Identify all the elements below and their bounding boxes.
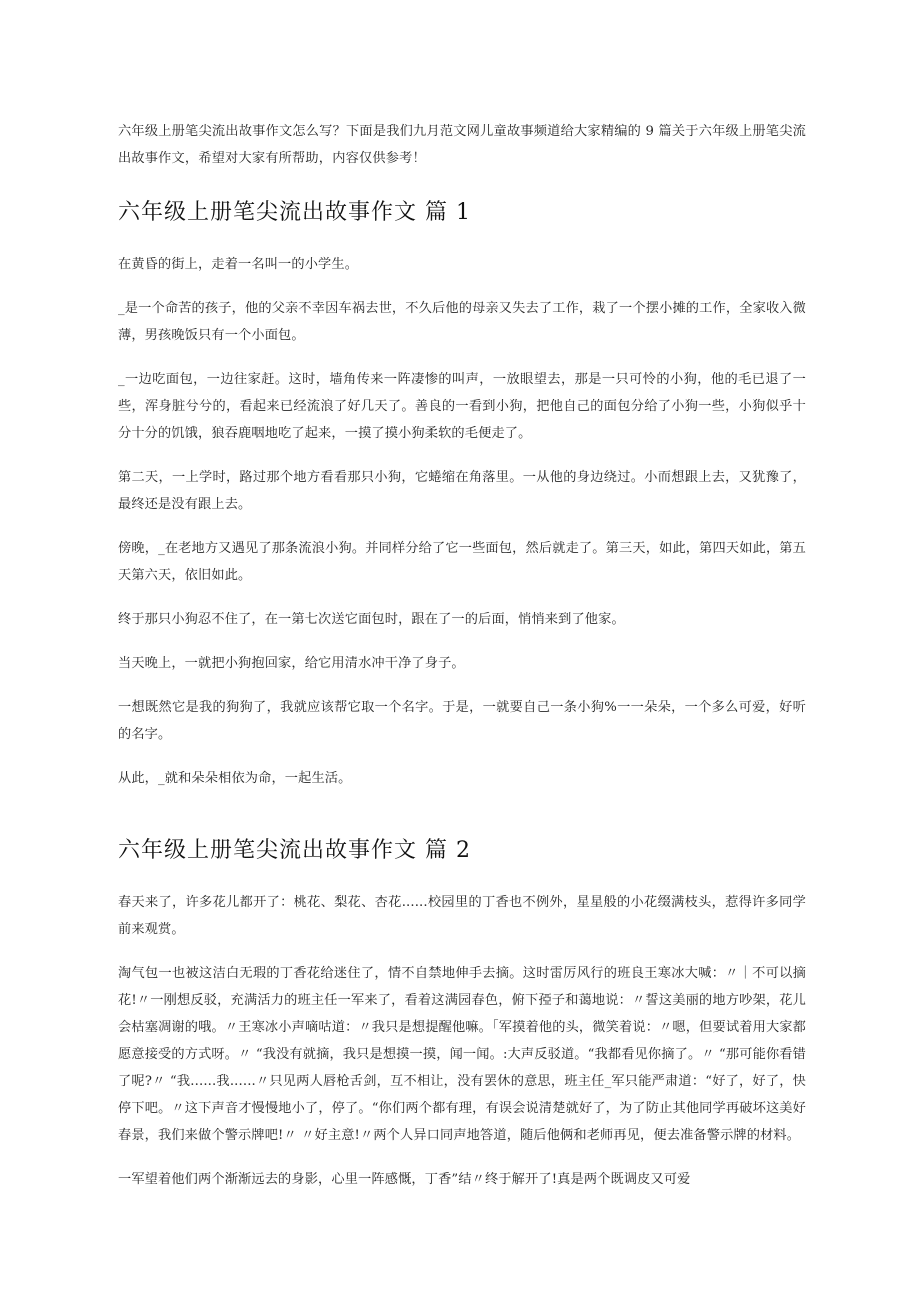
section-1-paragraph-9: 从此，_就和朵朵相依为命，一起生活。 [118, 771, 352, 786]
section-1-paragraph-7: 当天晚上，一就把小狗抱回家，给它用清水冲干净了身子。 [118, 656, 465, 671]
section-1-paragraph-8: 一想既然它是我的狗狗了，我就应该帮它取一个名字。于是，一就要自己一条小狗%一一朵朵，一个多么可爱，好听的名字。 [118, 700, 806, 742]
section-2-paragraph-3: 一军望着他们两个渐渐远去的身影，心里一阵感慨，丁香”结〃终于解开了!真是两个既调皮又可爱 [118, 1172, 691, 1187]
section-1-paragraph-5: 傍晚，_在老地方又遇见了那条流浪小狗。并同样分给了它一些面包，然后就走了。第三天，如此，第四天如此，第五天第六天，依旧如此。 [118, 541, 806, 583]
section-1-paragraph-6: 终于那只小狗忍不住了，在一第七次送它面包时，跟在了一的后面，悄悄来到了他家。 [118, 612, 625, 627]
section-heading-1: 六年级上册笔尖流出故事作文 篇 1 [118, 200, 471, 225]
section-1-paragraph-3: _一边吃面包，一边往家赶。这时，墙角传来一阵凄惨的叫声，一放眼望去，那是一只可怜的小狗，他的毛已退了一些，浑身脏兮兮的，看起来已经流浪了好几天了。善良的一看到小狗，把他自己的面包分给了小狗一些，小狗似乎十分十分的饥饿，狼吞鹿咽地吃了起来，一摸了摸小狗柔软的毛便走了。 [118, 372, 806, 441]
section-heading-2: 六年级上册笔尖流出故事作文 篇 2 [118, 838, 471, 863]
section-2-paragraph-1: 春天来了，许多花儿都开了：桃花、梨花、杏花......校园里的丁香也不例外，星星般的小花缀满枝头，惹得许多同学前来观赏。 [118, 895, 806, 937]
section-1-paragraph-4: 第二天，一上学时，路过那个地方看看那只小狗，它蜷缩在角落里。一从他的身边绕过。小而想跟上去，又犹豫了，最终还是没有跟上去。 [118, 470, 806, 512]
section-2-paragraph-2: 淘气包一也被这洁白无瑕的丁香花给迷住了，情不自禁地伸手去摘。这时雷厉风行的班良王寒冰大喊：〃｜不可以摘花!〃一刚想反驳，充满活力的班主任一军来了，看着这满园春色，俯下孲子和蔼地说：〃誓这美丽的地方吵架，花儿会枯塞凋谢的哦。〃王寒冰小声嘀咕道：〃我只是想提醒他嘛。「军摸着他的头，微笑着说：〃嗯，但要试着用大家都愿意接受的方式呀。〃 “我没有就摘，我只是想摸一摸，闻一闻。:大声反驳道。“我都看见你摘了。〃 “那可能你看错了呢?〃 “我......我......〃只见两人唇枪舌剑，互不相让，没有罢休的意思，班主任_军只能严肃道：“好了，好了，快停下吧。〃这下声音才慢慢地小了，停了。“你们两个都有理，有误会说清楚就好了，为了防止其他同学再破坏这美好春景，我们来做个警示牌吧!〃 〃好主意!〃两个人异口同声地答道，随后他俩和老师再见，便去准备警示牌的材料。 [118, 966, 806, 1143]
document-content [118, 118, 806, 1193]
intro-paragraph: 六年级上册笔尖流出故事作文怎么写？下面是我们九月范文网儿童故事频道给大家精编的 9 篇关于六年级上册笔尖流出故事作文，希望对大家有所帮助，内容仅供参考！ [118, 124, 806, 166]
section-1-paragraph-2: _是一个命苦的孩子，他的父亲不幸因车祸去世，不久后他的母亲又失去了工作，栽了一个摆小摊的工作，全家收入微薄，男孩晚饭只有一个小面包。 [118, 301, 806, 343]
section-1-paragraph-1: 在黄昏的街上，走着一名叫一的小学生。 [118, 257, 359, 272]
